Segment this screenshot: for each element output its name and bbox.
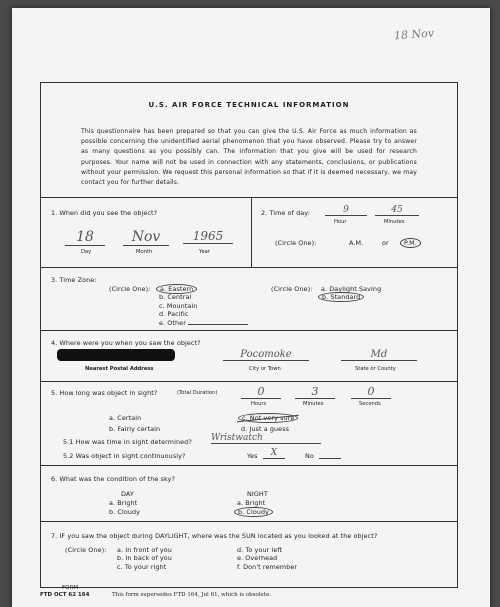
- q3-question: 3. Time Zone:: [51, 276, 97, 284]
- q7-circle-one: (Circle One):: [65, 546, 107, 554]
- q3-standard[interactable]: b. Standard: [318, 292, 364, 302]
- q1-day-label: Day: [81, 249, 92, 255]
- q3-option-list: [321, 285, 381, 302]
- q7-options-right: [237, 546, 297, 571]
- q5-option-not-very-sure[interactable]: c. Not very sure: [238, 413, 298, 423]
- q52-yes-value[interactable]: X: [263, 448, 285, 459]
- q7-option-right[interactable]: c. To your right: [117, 562, 167, 571]
- q7-option-overhead[interactable]: e. Overhead: [237, 554, 278, 563]
- q5-minutes-label: Minutes: [303, 401, 324, 407]
- q4-state-value[interactable]: Md: [341, 349, 417, 361]
- q5-minutes-value[interactable]: 3: [295, 385, 335, 399]
- q52-no-label: No: [305, 452, 314, 460]
- redacted-address: [57, 349, 175, 361]
- q3-daylight-saving[interactable]: a. Daylight Saving: [321, 285, 382, 293]
- q5-hours-label: Hours: [251, 401, 267, 407]
- q6-night-bright[interactable]: a. Bright: [237, 499, 266, 507]
- q6-day-cloudy[interactable]: b. Cloudy: [109, 508, 141, 516]
- q2-minutes-label: Minutes: [384, 219, 405, 225]
- form-title: U.S. AIR FORCE TECHNICAL INFORMATION: [148, 101, 350, 109]
- form-intro: This questionnaire has been prepared so that you can give the U.S. Air Force as much information as possible concerning the unidentified aerial phenomenon that you have observed. Please try to answer as many questions as you possibly can. The information that you give will be used for research purposes. Your name will not be used in connection with any statements, conclusions, or publications without your permission. We request this personal information so that if it is deemed necessary, we may contact you for further details.: [81, 128, 417, 187]
- q6-question: 6. What was the condition of the sky?: [51, 475, 175, 483]
- q4-city-label: City or Town: [249, 366, 281, 372]
- questionnaire-frame: [40, 82, 458, 588]
- q5-hours-value[interactable]: 0: [241, 385, 281, 399]
- q2-minutes-value[interactable]: 45: [375, 205, 419, 216]
- q3-zone-list: [159, 285, 248, 327]
- q7-options-left: [117, 546, 172, 571]
- q5-question: 5. How long was object in sight?: [51, 389, 158, 397]
- q5-seconds-value[interactable]: 0: [351, 385, 391, 399]
- q5-option-certain[interactable]: a. Certain: [109, 414, 142, 422]
- q6-day-heading: DAY: [121, 490, 134, 498]
- q1-year-label: Year: [199, 249, 210, 255]
- q3-circle-one-b: (Circle One):: [271, 285, 313, 293]
- q1-year-value[interactable]: 1965: [183, 229, 233, 244]
- q52-question: 5.2 Was object in sight continuously?: [63, 452, 186, 460]
- q4-state-label: State or County: [355, 366, 396, 372]
- q7-option-dont-remember[interactable]: f. Don't remember: [237, 562, 298, 571]
- q1-month-value[interactable]: Nov: [123, 229, 169, 246]
- footer-note: This form supersedes FTD 164, Jul 61, which is obsolete.: [112, 592, 271, 598]
- q51-question: 5.1 How was time in sight determined?: [63, 438, 192, 446]
- divider: [41, 381, 457, 382]
- q2-or-label: or: [382, 239, 389, 247]
- q2-am-option[interactable]: A.M.: [349, 239, 364, 247]
- q1-question: 1. When did you see the object?: [51, 209, 158, 217]
- q5-option-just-a-guess[interactable]: d. Just a guess: [241, 425, 290, 433]
- q3-zone-eastern[interactable]: a. Eastern: [156, 284, 197, 294]
- q7-option-in-back[interactable]: b. In back of you: [117, 554, 172, 563]
- q6-night-cloudy[interactable]: b. Cloudy: [234, 507, 273, 517]
- q4-address-label: Nearest Postal Address: [85, 366, 154, 372]
- divider: [41, 465, 457, 466]
- divider: [41, 521, 457, 522]
- q51-value[interactable]: Wristwatch: [211, 433, 321, 444]
- q5-seconds-label: Seconds: [359, 401, 381, 407]
- q6-day-bright[interactable]: a. Bright: [109, 499, 138, 507]
- q4-city-value[interactable]: Pocomoke: [223, 349, 309, 361]
- q3-zone-other[interactable]: e. Other: [159, 318, 186, 327]
- q6-night-heading: NIGHT: [247, 490, 268, 498]
- q3-circle-one-a: (Circle One):: [109, 285, 151, 293]
- divider: [41, 267, 457, 268]
- q5-option-fairly-certain[interactable]: b. Fairly certain: [109, 425, 161, 433]
- q1-day-value[interactable]: 18: [65, 229, 105, 246]
- q52-no-blank[interactable]: [319, 450, 341, 459]
- divider: [251, 197, 252, 267]
- divider: [41, 197, 457, 198]
- q7-option-left[interactable]: d. To your left: [237, 546, 283, 554]
- q52-yes-label: Yes: [247, 452, 258, 460]
- q2-hour-label: Hour: [334, 219, 347, 225]
- footer-form-id: FTD OCT 62 164: [40, 592, 90, 598]
- q2-pm-option[interactable]: P.M.: [400, 238, 421, 248]
- q3-zone-mountain[interactable]: c. Mountain: [159, 301, 198, 310]
- q1-month-label: Month: [136, 249, 153, 255]
- q2-hour-value[interactable]: 9: [325, 205, 367, 216]
- handwritten-stamp: 18 Nov: [393, 26, 435, 43]
- q7-option-in-front[interactable]: a. In front of you: [117, 546, 172, 554]
- q5-note: (Total Duration): [177, 390, 218, 396]
- q2-question: 2. Time of day:: [261, 209, 310, 217]
- q4-question: 4. Where were you when you saw the object?: [51, 339, 201, 347]
- divider: [41, 330, 457, 331]
- q2-circle-one: (Circle One):: [275, 239, 317, 247]
- q7-question: 7. IF you saw the object during DAYLIGHT, where was the SUN located as you looked at the object?: [51, 532, 378, 540]
- q3-zone-central[interactable]: b. Central: [159, 293, 192, 302]
- footer-form-label: FORM: [62, 585, 79, 591]
- q3-zone-pacific[interactable]: d. Pacific: [159, 310, 189, 319]
